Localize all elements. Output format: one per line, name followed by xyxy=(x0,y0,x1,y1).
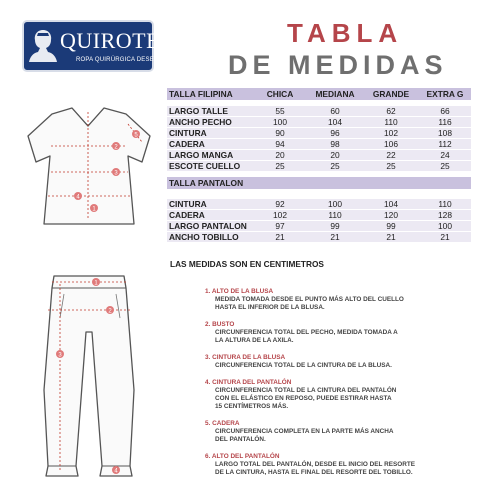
size-value: GRANDE xyxy=(363,88,419,101)
blouse-diagram xyxy=(18,100,164,228)
note-description: DE LA CINTURA, HASTA EL FINAL DEL RESORTE DEL TOBILLO. xyxy=(215,469,413,476)
size-value: 128 xyxy=(419,210,471,221)
row-label: ANCHO PECHO xyxy=(167,117,253,128)
size-value: 21 xyxy=(363,232,419,243)
note-item xyxy=(205,354,480,370)
svg-text:5: 5 xyxy=(134,132,138,139)
size-value: 104 xyxy=(307,117,363,128)
size-value: 112 xyxy=(419,139,471,150)
brand-logo xyxy=(22,20,180,72)
size-value: 100 xyxy=(253,117,307,128)
size-value: 20 xyxy=(307,150,363,161)
size-value: 110 xyxy=(419,199,471,210)
size-value: 99 xyxy=(363,221,419,232)
size-value: 96 xyxy=(307,128,363,139)
note-item xyxy=(205,288,480,312)
row-label: TALLA FILIPINA xyxy=(167,88,253,101)
note-heading: 5. CADERA xyxy=(205,420,240,427)
table-row xyxy=(167,139,471,150)
size-value: 99 xyxy=(307,221,363,232)
pants-diagram xyxy=(36,270,142,480)
pants-header-row xyxy=(167,177,471,190)
svg-text:3: 3 xyxy=(114,170,118,177)
size-value: 94 xyxy=(253,139,307,150)
row-label: ESCOTE CUELLO xyxy=(167,161,253,172)
svg-text:4: 4 xyxy=(114,468,118,475)
brand-name: QUIROTEC xyxy=(60,28,176,53)
svg-text:3: 3 xyxy=(58,352,62,359)
row-label: CADERA xyxy=(167,139,253,150)
svg-text:1: 1 xyxy=(94,280,98,287)
svg-text:2: 2 xyxy=(114,144,118,151)
size-value: 106 xyxy=(363,139,419,150)
note-description: DEL PANTALÓN. xyxy=(215,436,266,443)
size-value: 25 xyxy=(307,161,363,172)
size-value: 20 xyxy=(253,150,307,161)
size-value: 98 xyxy=(307,139,363,150)
svg-text:1: 1 xyxy=(92,206,96,213)
table-row xyxy=(167,199,471,210)
note-description: CIRCUNFERENCIA TOTAL DE LA CINTURA DEL PANTALÓN xyxy=(215,387,397,394)
title-line-1: TABLA xyxy=(287,18,404,48)
size-value: 92 xyxy=(253,199,307,210)
table-row xyxy=(167,106,471,117)
measurement-notes xyxy=(205,288,480,486)
size-value: 25 xyxy=(363,161,419,172)
table-row xyxy=(167,210,471,221)
row-label: CINTURA xyxy=(167,128,253,139)
note-heading: 4. CINTURA DEL PANTALÓN xyxy=(205,379,292,386)
nurse-silhouette-icon xyxy=(28,27,58,63)
size-value: 110 xyxy=(307,210,363,221)
note-description: MEDIDA TOMADA DESDE EL PUNTO MÁS ALTO DEL CUELLO xyxy=(215,296,404,303)
size-value: 60 xyxy=(307,106,363,117)
row-label: LARGO PANTALON xyxy=(167,221,253,232)
table-row xyxy=(167,150,471,161)
svg-text:4: 4 xyxy=(76,194,80,201)
size-value: 25 xyxy=(419,161,471,172)
note-description: HASTA EL INFERIOR DE LA BLUSA. xyxy=(215,304,325,311)
note-heading: 3. CINTURA DE LA BLUSA xyxy=(205,354,286,361)
title-line-2: DE MEDIDAS xyxy=(228,50,448,80)
table-row xyxy=(167,221,471,232)
table-row xyxy=(167,117,471,128)
size-value: 102 xyxy=(253,210,307,221)
table-row xyxy=(167,161,471,172)
size-value: 100 xyxy=(419,221,471,232)
note-description: LARGO TOTAL DEL PANTALÓN, DESDE EL INICIO DEL RESORTE xyxy=(215,461,416,468)
note-description: LA ALTURA DE LA AXILA. xyxy=(215,337,294,344)
row-label: LARGO MANGA xyxy=(167,150,253,161)
size-value: EXTRA G xyxy=(419,88,471,101)
size-table xyxy=(167,88,471,243)
size-value: 21 xyxy=(419,232,471,243)
size-value: 66 xyxy=(419,106,471,117)
size-value: 110 xyxy=(363,117,419,128)
row-label: CINTURA xyxy=(167,199,253,210)
note-item xyxy=(205,379,480,411)
size-value: 90 xyxy=(253,128,307,139)
size-value: 120 xyxy=(363,210,419,221)
size-value: 22 xyxy=(363,150,419,161)
size-value: 108 xyxy=(419,128,471,139)
spacer-row xyxy=(167,190,471,199)
size-value: CHICA xyxy=(253,88,307,101)
svg-text:2: 2 xyxy=(108,308,112,315)
note-description: CIRCUNFERENCIA TOTAL DE LA CINTURA DE LA BLUSA. xyxy=(215,362,392,369)
note-heading: 2. BUSTO xyxy=(205,321,235,328)
row-label: LARGO TALLE xyxy=(167,106,253,117)
size-value: 102 xyxy=(363,128,419,139)
note-heading: 1. ALTO DE LA BLUSA xyxy=(205,288,274,295)
size-value: 24 xyxy=(419,150,471,161)
note-item xyxy=(205,453,480,477)
note-item xyxy=(205,420,480,444)
size-value: 104 xyxy=(363,199,419,210)
size-value: MEDIANA xyxy=(307,88,363,101)
size-value: 100 xyxy=(307,199,363,210)
units-footnote: LAS MEDIDAS SON EN CENTIMETROS xyxy=(170,259,324,269)
note-description: CIRCUNFERENCIA TOTAL DEL PECHO, MEDIDA TOMADA A xyxy=(215,329,398,336)
pants-header-label: TALLA PANTALON xyxy=(167,177,471,190)
size-value: 25 xyxy=(253,161,307,172)
size-value: 21 xyxy=(307,232,363,243)
size-value: 62 xyxy=(363,106,419,117)
table-row xyxy=(167,128,471,139)
table-row xyxy=(167,232,471,243)
brand-tagline: ROPA QUIRÚRGICA DESECHABLE xyxy=(76,57,180,63)
size-value: 21 xyxy=(253,232,307,243)
note-description: 15 CENTÍMETROS MÁS. xyxy=(215,403,289,410)
blouse-header-row xyxy=(167,88,471,101)
row-label: ANCHO TOBILLO xyxy=(167,232,253,243)
size-value: 97 xyxy=(253,221,307,232)
size-value: 116 xyxy=(419,117,471,128)
row-label: CADERA xyxy=(167,210,253,221)
note-description: CON EL ELÁSTICO EN REPOSO, PUEDE ESTIRAR HASTA xyxy=(215,395,392,402)
note-heading: 6. ALTO DEL PANTALÓN xyxy=(205,453,280,460)
note-description: CIRCUNFERENCIA COMPLETA EN LA PARTE MÁS ANCHA xyxy=(215,428,394,435)
size-value: 55 xyxy=(253,106,307,117)
note-item xyxy=(205,321,480,345)
